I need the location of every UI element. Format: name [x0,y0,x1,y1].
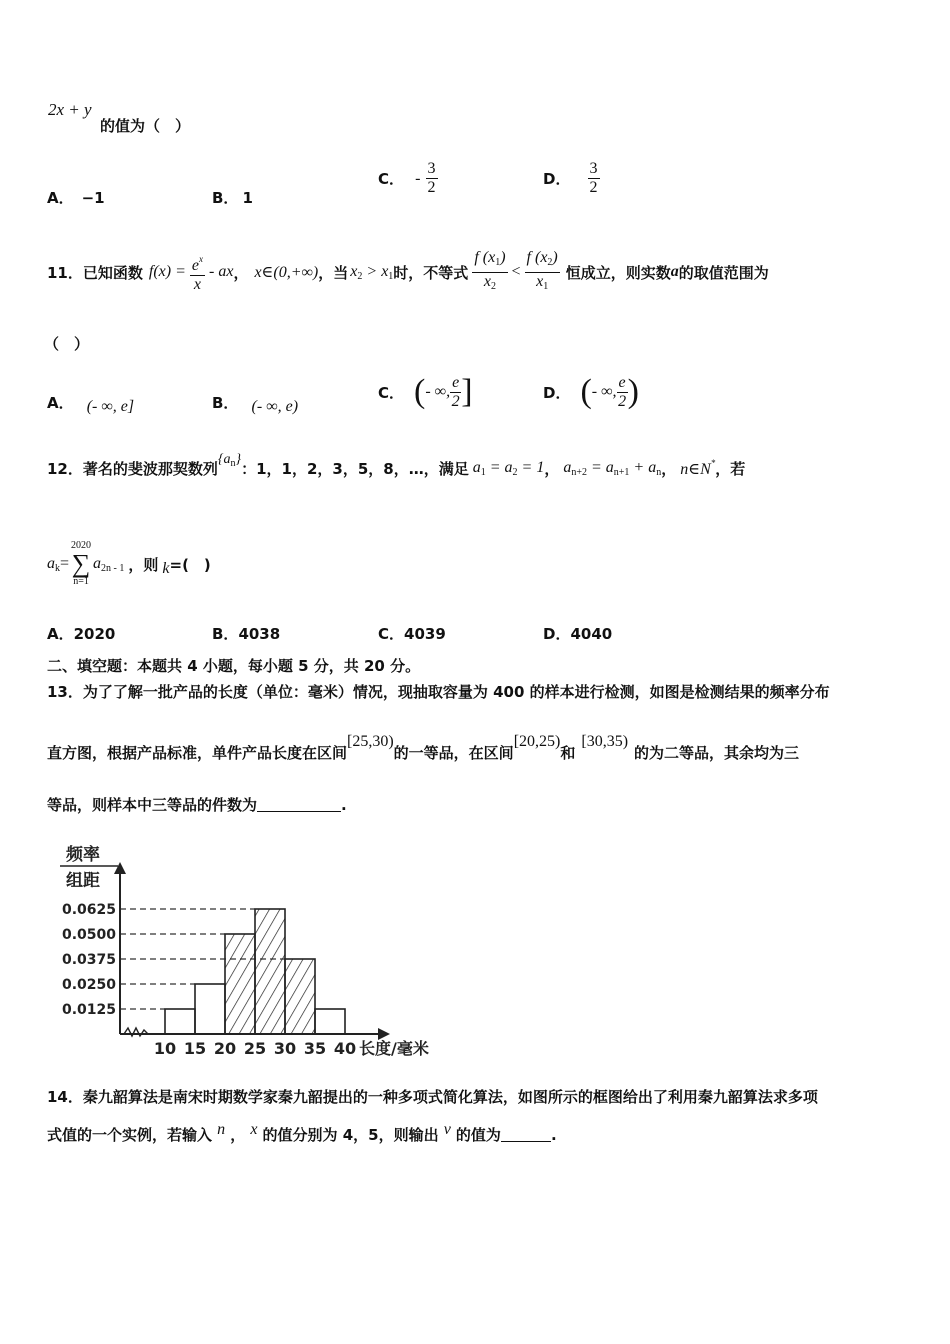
q12-text: ：1，1，2，3，5，8，…，满足 [241,459,469,478]
denominator: x [193,276,201,293]
option-label: C． [378,383,405,402]
sum-lower: n=1 [73,576,89,587]
recurrence [563,459,661,478]
eq-one: = 1 [517,458,545,476]
x-tick-label: 35 [303,1039,327,1058]
answer-blank[interactable] [501,1127,551,1142]
right-paren: ) [627,373,639,410]
option-label: D． [543,383,571,402]
plus: + a [629,458,657,476]
option-label: B． [212,394,239,412]
subscript: 2 [490,280,496,292]
x-tick-label: 10 [153,1039,177,1058]
q10-option-d[interactable] [543,160,600,197]
fraction-left [472,249,507,296]
x-tick-label: 25 [243,1039,267,1058]
subscript: 1 [480,466,486,478]
fx2: f (x [526,248,548,266]
option-value: - ∞, [425,383,451,400]
q10-expression: 2x + y [48,100,92,119]
q13-text: 直方图，根据产品标准，单件产品长度在区间 [47,744,348,762]
q10-option-a[interactable] [47,187,105,208]
fraction [450,374,461,411]
subscript: 2n - 1 [101,562,125,574]
q12-sum-line [47,536,211,592]
q13-text: 和 [560,744,576,762]
comma: ， [661,459,677,478]
q11-option-a[interactable] [47,392,134,413]
y-tick-label: 0.0500 [61,927,116,943]
numerator: 3 [589,160,598,177]
subscript: 2 [512,466,518,478]
y-axis-label-bottom: 组距 [66,871,100,891]
k: k [162,560,170,577]
option-value: 4039 [404,625,446,643]
denominator: 2 [618,392,627,410]
fraction [426,160,438,197]
subscript: 1 [543,280,549,292]
option-label: B． [212,189,239,207]
histogram-bar [315,1009,345,1034]
ax-term: - ax [209,263,234,280]
x: x [350,262,358,280]
denominator: 2 [451,392,460,410]
q13-line-2 [47,731,799,763]
option-label: D． [543,170,571,188]
q12-text: ，则 [128,555,159,574]
subscript: n [230,457,236,469]
histogram-bar [165,1009,195,1034]
y-tick-label: 0.0250 [61,977,116,993]
e-base: e [191,257,199,274]
fx1: f (x [474,248,496,266]
q11-text: 恒成立，则实数 [565,263,671,282]
q11-text: 的取值范围为 [678,263,769,282]
question-number: 11． [47,263,83,282]
subscript: 1 [495,256,501,268]
q11-option-b[interactable] [212,392,298,413]
question-number: 12． [47,459,83,478]
y-tick-label: 0.0375 [61,952,116,968]
x-tick-label: 40 [333,1039,357,1058]
x-tick-label: 20 [213,1039,237,1058]
q10-stem-tail: 的值为（ ） [100,117,191,135]
a: a [47,554,55,572]
option-label: D． [543,625,571,643]
histogram-bar [225,934,255,1034]
option-value: 4038 [238,625,281,643]
histogram-bar [285,959,315,1034]
function-label: f(x) = [148,263,186,280]
n-set [680,458,715,479]
q12-text: 著名的斐波那契数列 [82,459,218,478]
y-axis-label-top: 频率 [66,845,100,865]
option-value: 4040 [570,625,613,643]
eq: = a [586,458,614,476]
left-paren: ( [580,373,592,410]
sequence-symbol: $\{a_n\}$ [217,451,242,469]
ak [47,555,60,574]
output-v: v [443,1121,451,1138]
option-label: B． [212,625,239,643]
q13-text: 等品，则样本中三等品的件数为 [47,796,258,814]
frequency-histogram [40,838,470,1063]
condition [350,263,393,282]
right-bracket: ] [461,373,473,410]
sum-upper: 2020 [71,540,92,551]
k-equals: =( ) [169,555,211,574]
domain: x∈(0,+∞) [254,264,319,281]
q14-text: 式值的一个实例，若输入 [47,1126,213,1144]
q12-text: ，若 [715,459,746,478]
q11-option-d[interactable] [543,368,639,416]
exponent: x [199,254,203,264]
minus-sign: - [415,169,421,187]
eq: = a [485,458,513,476]
x: x [483,272,491,290]
option-value: 2020 [73,625,116,643]
subscript: k [55,562,60,574]
x-tick-label: 15 [183,1039,207,1058]
interval-second-grade-a: [20,25) [513,733,561,750]
q11-text: ，当 [318,263,349,282]
section-heading: 二、填空题：本题共 4 小题，每小题 5 分，共 20 分。 [47,657,421,675]
option-value: (- ∞, e] [86,398,135,415]
fraction [617,374,628,411]
a: a [93,554,102,572]
comma: ， [233,263,249,282]
denominator: 2 [427,179,436,196]
denominator: 2 [589,179,598,196]
option-label: A． [47,394,74,412]
numerator: e [618,373,626,391]
q10-option-c[interactable] [378,160,438,197]
initial-condition [473,459,545,478]
left-paren: ( [414,373,426,410]
q11-option-c[interactable] [378,368,473,416]
numerator: e [452,373,460,391]
a: a [563,458,572,476]
summation [71,541,91,587]
q14-line-1: 14．秦九韶算法是南宋时期数学家秦九韶提出的一种多项式简化算法，如图所示的框图给出了利用秦九韶算法求多项 [47,1088,818,1106]
denominator [525,273,560,296]
q12-option-d[interactable] [543,623,612,644]
subscript: 2 [547,256,553,268]
numerator: f $(x_1)$ [472,249,507,273]
y-axis-arrow [114,862,126,874]
option-label: A． [47,189,74,207]
q12-stem [47,450,745,486]
option-label: A． [47,625,74,643]
equals: = [60,555,70,572]
subscript: 2 [357,270,363,282]
option-value: (- ∞, e) [251,398,299,415]
q14-text: 的值为 [455,1126,501,1144]
subscript: n [656,466,662,478]
numerator: f $(x_2)$ [525,249,560,273]
n-in-N: n∈N [680,460,711,478]
histogram-bar [255,909,285,1034]
option-value: −1 [81,189,105,207]
q12-option-b[interactable] [212,623,280,644]
interval-second-grade-b: [30,35) [581,733,629,750]
subscript: n+2 [571,466,587,478]
q13-line-1: 13．为了了解一批产品的长度（单位：毫米）情况，现抽取容量为 400 的样本进行检测，如图是检测结果的频率分布 [47,683,830,701]
q13-text: 的一等品，在区间 [393,744,514,762]
option-label: C． [378,625,405,643]
q11-text: 已知函数 [82,263,143,282]
q13-line-3 [47,794,347,815]
input-n: n [217,1121,226,1138]
superscript: * [710,457,716,468]
x-tick-label: 30 [273,1039,297,1058]
numerator [190,250,205,276]
y-tick-label: 0.0125 [61,1002,116,1018]
answer-blank[interactable] [257,797,341,812]
denominator [472,273,507,296]
fraction [588,160,600,197]
y-tick-label: 0.0625 [61,902,116,918]
q12-option-c[interactable] [378,623,446,644]
subscript: 1 [388,270,394,282]
q10-stem [48,100,92,120]
numerator: 3 [427,160,436,177]
q14-line-2 [47,1121,557,1145]
q14-text: ， [230,1126,246,1144]
q10-option-b[interactable] [212,187,253,208]
less-than: < [511,263,521,280]
q14-text: 的值分别为 4，5，则输出 [262,1126,439,1144]
comma: ， [544,459,560,478]
chart-layer [62,862,429,1058]
q11-text: 时，不等式 [393,263,469,282]
interval-first-grade: [25,30) [347,733,394,750]
period: . [550,1126,557,1144]
period: . [341,796,347,814]
sum-symbol: ∑ [71,549,91,578]
a: a [472,458,481,476]
x-axis-label: 长度/毫米 [359,1039,429,1058]
option-value: - ∞, [591,383,617,400]
x: x [536,272,544,290]
sum-term [93,555,124,574]
a: a [223,451,231,467]
fraction-ex-over-x [190,250,205,294]
q11-stem [47,247,769,297]
fraction-right [525,249,560,296]
q12-option-a[interactable] [47,623,115,644]
option-label: C． [378,170,405,188]
option-value: 1 [242,189,253,207]
variable-a: a [670,263,679,280]
subscript: n+1 [613,466,630,478]
histogram-bar [195,984,225,1034]
input-x: x [250,1121,258,1138]
q11-answer-paren: （ ） [44,335,90,353]
q13-text: 的为二等品，其余均为三 [634,744,800,762]
gt: > x [362,262,389,280]
